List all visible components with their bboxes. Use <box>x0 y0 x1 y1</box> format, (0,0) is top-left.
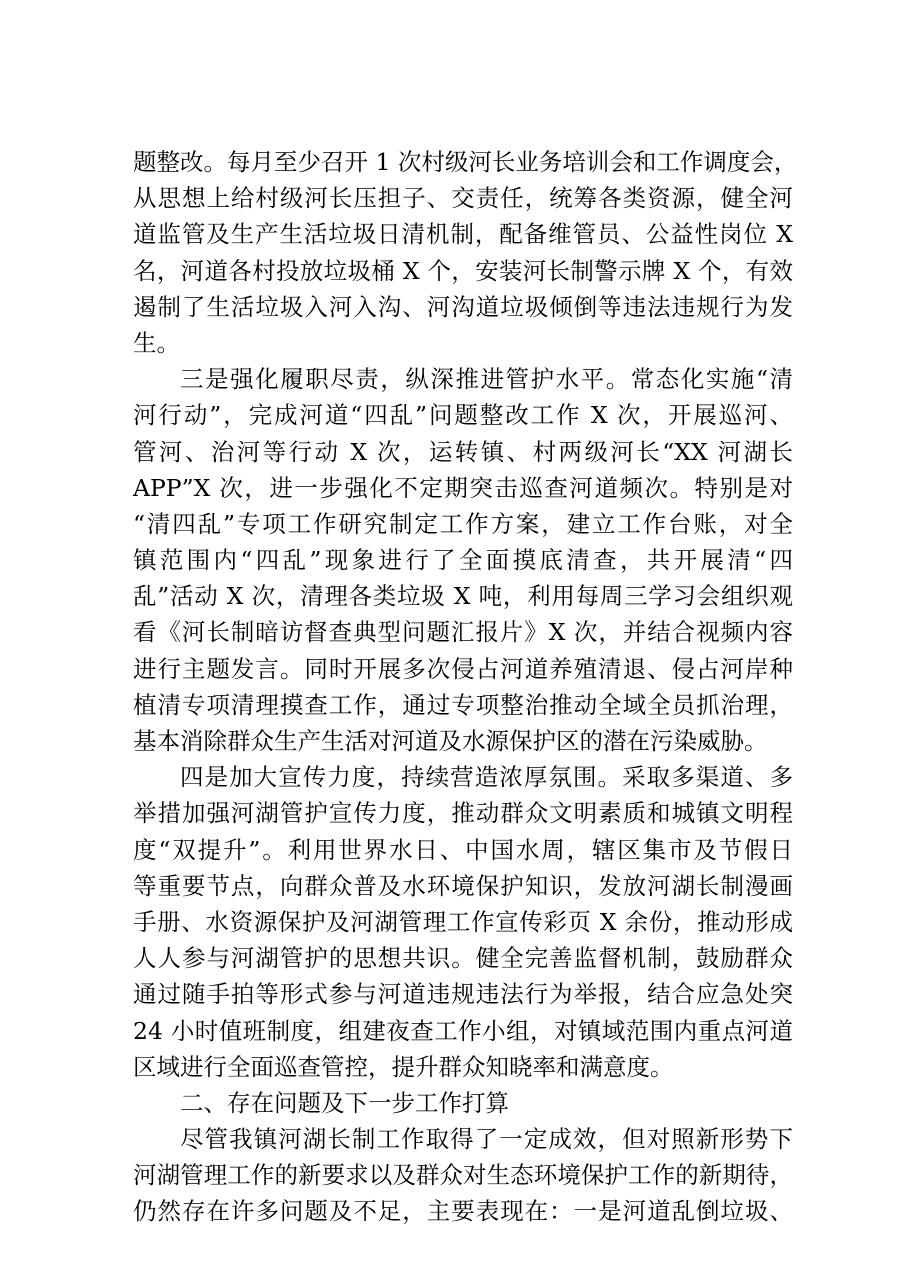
body-line: 等重要节点，向群众普及水环境保护知识，发放河湖长制漫画 <box>133 871 793 900</box>
body-line: 植清专项清理摸查工作，通过专项整治推动全域全员抓治理， <box>133 690 793 719</box>
document-body <box>133 144 798 1230</box>
body-line: 区域进行全面巡查管控，提升群众知晓率和满意度。 <box>133 1052 674 1081</box>
body-line: 管河、治河等行动 X 次，运转镇、村两级河长“XX 河湖长 <box>133 437 793 466</box>
body-line: 河行动”，完成河道“四乱”问题整改工作 X 次，开展巡河、 <box>133 401 793 430</box>
body-line: 度“双提升”。利用世界水日、中国水周，辖区集市及节假日 <box>133 835 793 864</box>
body-line: 道监管及生产生活垃圾日清机制，配备维管员、公益性岗位 X <box>133 220 793 249</box>
body-line: 举措加强河湖管护宣传力度，推动群众文明素质和城镇文明程 <box>133 799 793 828</box>
body-line: 看《河长制暗访督查典型问题汇报片》X 次，并结合视频内容 <box>133 618 793 647</box>
body-line: 题整改。每月至少召开 1 次村级河长业务培训会和工作调度会， <box>133 148 798 176</box>
paragraph-start-line: 尽管我镇河湖长制工作取得了一定成效，但对照新形势下 <box>180 1125 793 1154</box>
body-line: 名，河道各村投放垃圾桶 X 个，安装河长制警示牌 X 个，有效 <box>133 256 793 285</box>
body-line: 进行主题发言。同时开展多次侵占河道养殖清退、侵占河岸种 <box>133 654 793 683</box>
body-line: 24 小时值班制度，组建夜查工作小组，对镇域范围内重点河道 <box>133 1016 793 1045</box>
body-line: 通过随手拍等形式参与河道违规违法行为举报，结合应急处突 <box>133 980 793 1009</box>
body-line: 从思想上给村级河长压担子、交责任，统筹各类资源，健全河 <box>133 184 793 213</box>
body-line: 乱”活动 X 次，清理各类垃圾 X 吨，利用每周三学习会组织观 <box>133 582 793 611</box>
body-line: 河湖管理工作的新要求以及群众对生态环境保护工作的新期待， <box>133 1161 793 1190</box>
section-heading: 二、存在问题及下一步工作打算 <box>180 1088 509 1117</box>
body-line: 基本消除群众生产生活对河道及水源保护区的潜在污染威胁。 <box>133 727 768 755</box>
body-line: “清四乱”专项工作研究制定工作方案，建立工作台账，对全 <box>133 509 793 538</box>
body-line: 仍然存在许多问题及不足，主要表现在：一是河道乱倒垃圾、 <box>133 1197 793 1226</box>
body-line: 镇范围内“四乱”现象进行了全面摸底清查，共开展清“四 <box>133 546 793 575</box>
paragraph-start-line: 三是强化履职尽责，纵深推进管护水平。常态化实施“清 <box>180 365 793 394</box>
body-line: 人人参与河湖管护的思想共识。健全完善监督机制，鼓励群众 <box>133 944 793 973</box>
body-line: 遏制了生活垃圾入河入沟、河沟道垃圾倾倒等违法违规行为发 <box>133 292 793 321</box>
body-line: 手册、水资源保护及河湖管理工作宣传彩页 X 余份，推动形成 <box>133 907 793 936</box>
body-line: 生。 <box>133 328 180 357</box>
paragraph-start-line: 四是加大宣传力度，持续营造浓厚氛围。采取多渠道、多 <box>180 763 793 792</box>
body-line: APP”X 次，进一步强化不定期突击巡查河道频次。特别是对 <box>133 473 793 502</box>
